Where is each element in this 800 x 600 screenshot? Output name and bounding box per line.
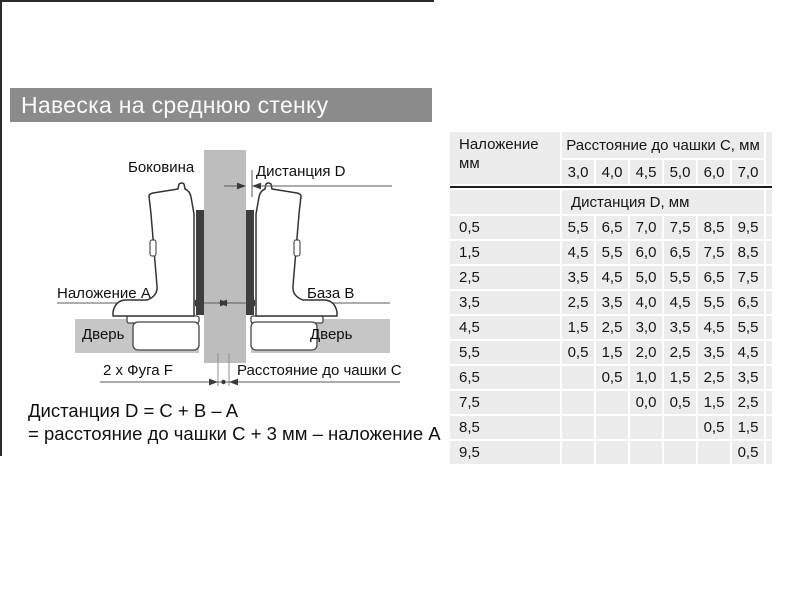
distance-value [596, 441, 628, 464]
c-value-header: 7,0 [732, 160, 764, 184]
distance-value: 3,5 [664, 316, 696, 339]
label-door-left: Дверь [82, 326, 125, 343]
distance-value: 2,5 [562, 291, 594, 314]
label-overlay-a: Наложение A [57, 285, 151, 302]
distance-value: 1,5 [562, 316, 594, 339]
cut-cell [766, 241, 772, 264]
middle-wall-panel [204, 150, 246, 363]
distance-value: 7,0 [630, 216, 662, 239]
c-value-header: 3,0 [562, 160, 594, 184]
distance-value: 2,0 [630, 341, 662, 364]
cut-cell [766, 416, 772, 439]
overlay-value: 7,5 [450, 391, 560, 414]
distance-value [664, 441, 696, 464]
distance-value: 5,5 [562, 216, 594, 239]
distance-value: 3,5 [562, 266, 594, 289]
cut-cell [766, 216, 772, 239]
overlay-header-line2: мм [459, 155, 480, 172]
distance-value [698, 441, 730, 464]
distance-value: 7,5 [698, 241, 730, 264]
overlay-value: 3,5 [450, 291, 560, 314]
distance-value: 1,5 [596, 341, 628, 364]
distance-value: 0,5 [698, 416, 730, 439]
cup-distance-arrows [209, 379, 238, 386]
section-title: Навеска на среднюю стенку [21, 92, 329, 118]
cut-cell [766, 441, 772, 464]
distance-formula [28, 399, 441, 445]
table-row [450, 291, 772, 314]
distance-value [596, 416, 628, 439]
distance-value: 5,5 [732, 316, 764, 339]
distance-value: 2,5 [596, 316, 628, 339]
distance-value: 3,5 [732, 366, 764, 389]
distance-value [562, 391, 594, 414]
cut-cell [766, 316, 772, 339]
overlay-column-header [450, 132, 560, 184]
cut-cell [766, 366, 772, 389]
distance-value [596, 391, 628, 414]
label-base-b: База B [307, 285, 355, 302]
distance-value: 3,5 [596, 291, 628, 314]
table-header-row-1 [450, 132, 772, 158]
table-row [450, 441, 772, 464]
distance-value [630, 416, 662, 439]
mounting-plate-left [196, 210, 204, 315]
distance-value: 4,5 [596, 266, 628, 289]
distance-value: 2,5 [698, 366, 730, 389]
distance-value: 1,0 [630, 366, 662, 389]
distance-value: 4,5 [732, 341, 764, 364]
cut-cell [766, 341, 772, 364]
distance-value: 4,5 [562, 241, 594, 264]
formula-line-2: = расстояние до чашки C + 3 мм – наложение A [28, 423, 441, 444]
distance-value: 6,0 [630, 241, 662, 264]
distance-value: 8,5 [732, 241, 764, 264]
distance-value: 4,5 [664, 291, 696, 314]
table-header [450, 132, 772, 214]
cut-cell [766, 190, 772, 214]
c-value-header: 4,0 [596, 160, 628, 184]
distance-value: 0,5 [596, 366, 628, 389]
distance-value: 7,5 [664, 216, 696, 239]
overlay-value: 6,5 [450, 366, 560, 389]
distance-value: 0,5 [562, 341, 594, 364]
table-row [450, 266, 772, 289]
table-row [450, 216, 772, 239]
distance-value: 3,0 [630, 316, 662, 339]
distance-value [562, 366, 594, 389]
distance-value: 1,5 [698, 391, 730, 414]
label-gap-f: 2 x Фуга F [103, 362, 173, 379]
header-divider-rule [450, 186, 772, 188]
distance-value: 9,5 [732, 216, 764, 239]
distance-value: 8,5 [698, 216, 730, 239]
distance-value: 4,5 [698, 316, 730, 339]
overlay-value: 1,5 [450, 241, 560, 264]
overlay-value: 2,5 [450, 266, 560, 289]
c-value-header: 5,0 [664, 160, 696, 184]
cut-cell [766, 132, 772, 184]
distance-value: 0,0 [630, 391, 662, 414]
table-row [450, 316, 772, 339]
table-row [450, 366, 772, 389]
table-row [450, 241, 772, 264]
distance-value: 2,5 [664, 341, 696, 364]
overlay-value: 5,5 [450, 341, 560, 364]
distance-value: 6,5 [596, 216, 628, 239]
table-subheader-row [450, 190, 772, 214]
cut-cell [766, 266, 772, 289]
overlay-value: 0,5 [450, 216, 560, 239]
distance-value: 5,5 [698, 291, 730, 314]
distance-value: 7,5 [732, 266, 764, 289]
cut-cell [766, 291, 772, 314]
label-distance-d: Дистанция D [256, 163, 346, 180]
distance-value: 2,5 [732, 391, 764, 414]
table-row [450, 391, 772, 414]
table-row [450, 416, 772, 439]
distance-value: 5,5 [596, 241, 628, 264]
empty-cell [450, 190, 560, 214]
overlay-header-line1: Наложение [459, 136, 539, 153]
distance-value: 0,5 [664, 391, 696, 414]
distance-value [664, 416, 696, 439]
table-row [450, 341, 772, 364]
distance-value: 6,5 [732, 291, 764, 314]
distance-value: 3,5 [698, 341, 730, 364]
mounting-plate-right [246, 210, 254, 315]
distance-value: 5,5 [664, 266, 696, 289]
distance-value [630, 441, 662, 464]
distance-value: 0,5 [732, 441, 764, 464]
distance-value: 1,5 [664, 366, 696, 389]
distance-value: 6,5 [664, 241, 696, 264]
overlay-value: 4,5 [450, 316, 560, 339]
distance-value: 1,5 [732, 416, 764, 439]
table-rule-row [450, 186, 772, 188]
label-door-right: Дверь [310, 326, 353, 343]
overlay-value: 9,5 [450, 441, 560, 464]
label-cup-distance-c: Расстояние до чашки C [237, 362, 402, 379]
formula-line-1: Дистанция D = C + B – A [28, 400, 239, 421]
distance-value: 6,5 [698, 266, 730, 289]
distance-table [448, 130, 774, 466]
distance-value [562, 441, 594, 464]
c-value-header: 4,5 [630, 160, 662, 184]
distance-value [562, 416, 594, 439]
label-side-panel: Боковина [128, 159, 195, 176]
overlay-value: 8,5 [450, 416, 560, 439]
distance-value: 5,0 [630, 266, 662, 289]
cut-cell [766, 391, 772, 414]
distance-value: 4,0 [630, 291, 662, 314]
c-value-header: 6,0 [698, 160, 730, 184]
table-body [450, 216, 772, 464]
cup-distance-group-header: Расстояние до чашки C, мм [562, 132, 764, 158]
distance-d-subheader: Дистанция D, мм [562, 190, 764, 214]
